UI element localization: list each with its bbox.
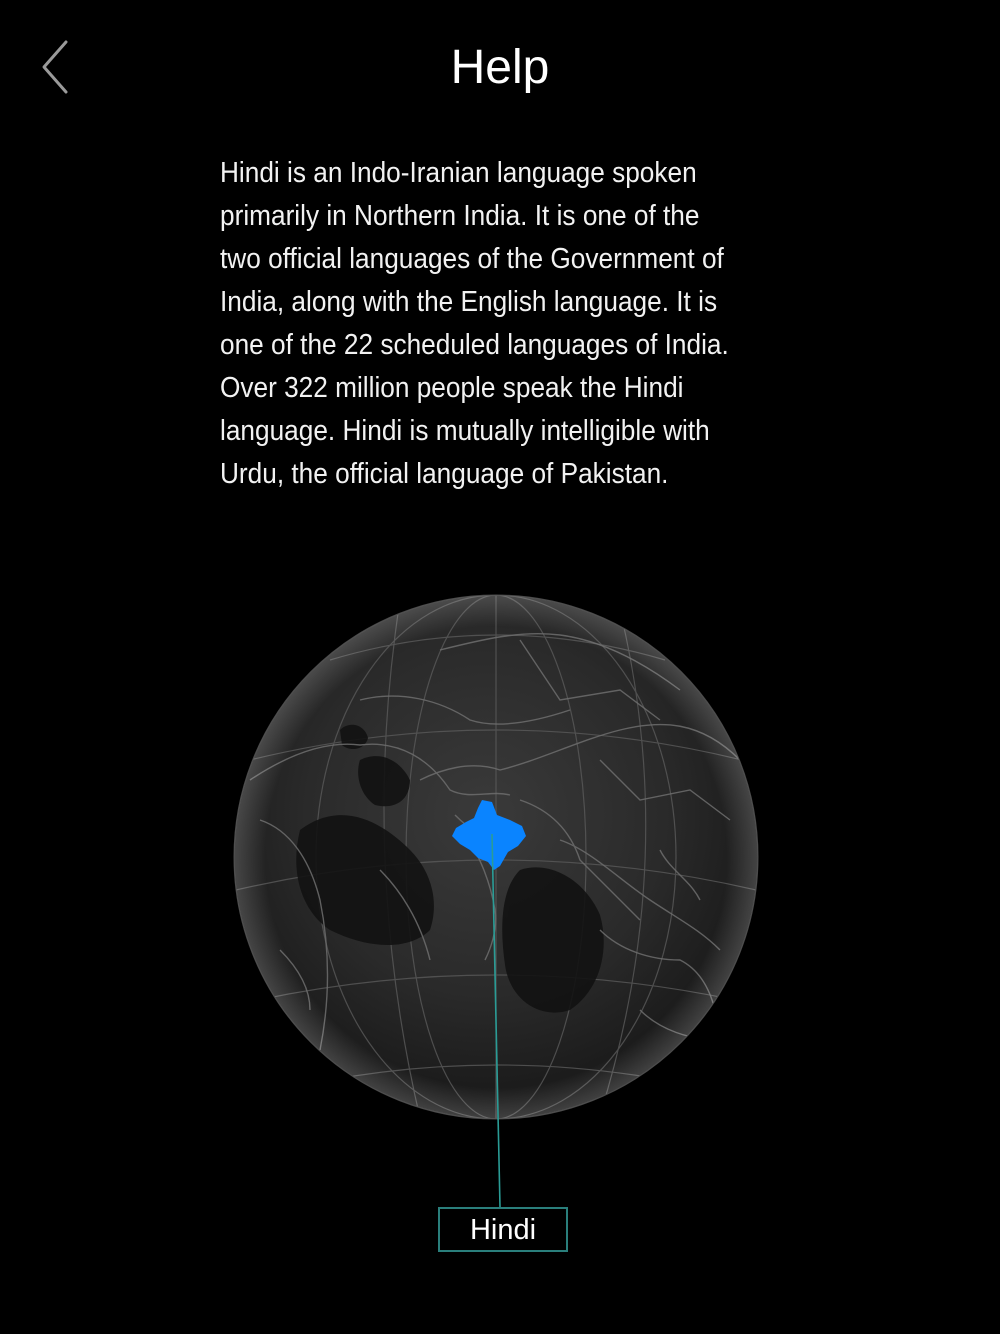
language-label-button[interactable] (438, 1207, 568, 1252)
language-label-text: Hindi (469, 1214, 537, 1246)
page-title: Help (450, 41, 550, 94)
language-description: Hindi is an Indo-Iranian language spoken primarily in Northern India. It is one of the two official languages of the Government of India, along with the English language. It is one of the 22 scheduled languages of India. Over 322 million people speak the Hindi language. Hindi is mutually intelligible with Urdu, the official language of Pakistan. (220, 157, 729, 490)
